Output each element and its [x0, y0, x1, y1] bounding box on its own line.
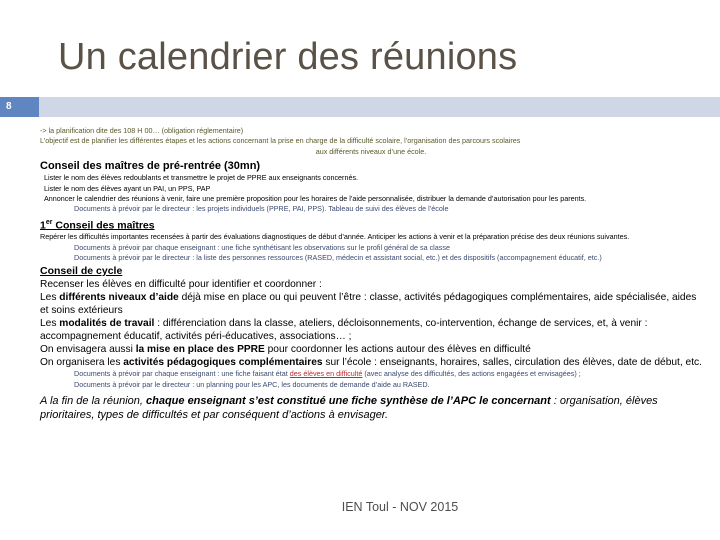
- text-fragment: : différenciation dans la classe, ateliers, décloisonnements, co-intervention, échange de services, et, à venir : accompagnement éducatif, activités péri-éducatives, associations… ;: [40, 317, 648, 342]
- conseil-cycle-documents-2: Documents à prévoir par le directeur : un planning pour les APC, les documents de demande d’aide au RASED.: [74, 379, 430, 389]
- conseil-cycle-line-5: [40, 356, 702, 369]
- conseil-cycle-line-3: [40, 317, 702, 343]
- conseil-cycle-heading: Conseil de cycle: [40, 264, 123, 277]
- slide-number: 8: [0, 97, 39, 117]
- premier-conseil-heading: [40, 216, 702, 233]
- pre-rentree-heading: Conseil des maîtres de pré-rentrée (30mn): [40, 160, 261, 173]
- premier-conseil-text: Repérer les difficultés importantes recensées à partir des évaluations diagnostiques de début d’année. Anticiper les actions à venir et la préparation précise des deux réunions suivantes.: [40, 232, 630, 242]
- premier-conseil-heading-text: Conseil des maîtres: [52, 219, 155, 232]
- bold-fragment: modalités de travail: [59, 317, 155, 329]
- intro-line-2: L’objectif est de planifier les différentes étapes et les actions concernant la prise en charge de la difficulté scolaire, l’organisation des parcours scolaires: [40, 136, 521, 146]
- pre-rentree-documents: Documents à prévoir par le directeur : les projets individuels (PPRE, PAI, PPS). Tableau de suivi des élèves de l’école: [74, 204, 449, 214]
- bold-fragment: chaque enseignant s’est constitué une fiche synthèse de l’APC le concernant: [146, 395, 551, 408]
- premier-conseil-documents-2: Documents à prévoir par le directeur : la liste des personnes ressources (RASED, médecin et assistant social, etc.) et des dispositifs (accompagnement éducatif, etc.): [74, 253, 602, 263]
- footer-text: IEN Toul - NOV 2015: [341, 500, 459, 514]
- text-fragment: pour coordonner les actions autour des élèves en difficulté: [264, 344, 531, 356]
- text-fragment: On envisagera aussi: [40, 344, 136, 356]
- pre-rentree-item-3: Annoncer le calendrier des réunions à venir, faire une première proposition pour les horaires de l’aide personnalisée, distribuer la demande d’autorisation pour les parents.: [44, 194, 587, 204]
- premier-conseil-heading-sup: er: [45, 218, 53, 226]
- text-fragment: On organisera les: [40, 357, 124, 369]
- text-fragment: Les: [40, 291, 60, 303]
- intro-line-1: -> la planification dite des 108 H 00… (obligation réglementaire): [40, 126, 244, 135]
- text-fragment: déjà mise en place ou qui peuvent l’être : classe, activités pédagogiques complémentaires, aide spécialisée, aides et soins extérieurs: [40, 291, 697, 316]
- bold-fragment: différents niveaux d’aide: [59, 291, 179, 303]
- closing-paragraph: [40, 394, 702, 422]
- text-fragment: A la fin de la réunion,: [40, 395, 146, 408]
- conseil-cycle-line-4: [40, 343, 702, 356]
- conseil-cycle-line-2: [40, 291, 702, 317]
- text-fragment: (avec analyse des difficultés, des actions engagées et envisagées) ;: [362, 369, 581, 379]
- highlight-fragment: des élèves en difficulté: [289, 369, 363, 379]
- conseil-cycle-documents-1: [40, 369, 702, 379]
- premier-conseil-documents-1: Documents à prévoir par chaque enseignant : une fiche synthétisant les observations sur le profil général de sa classe: [74, 242, 450, 252]
- text-fragment: : organisation, élèves prioritaires, types de difficultés et par conséquent d’actions à envisager.: [40, 395, 658, 422]
- text-fragment: Les: [40, 317, 60, 329]
- intro-line-3: aux différents niveaux d’une école.: [315, 146, 427, 156]
- text-fragment: Documents à prévoir par chaque enseignant : une fiche faisant état: [74, 369, 290, 379]
- slide-title: Un calendrier des réunions: [58, 36, 518, 78]
- slide-content: [40, 126, 702, 422]
- text-fragment: sur l’école : enseignants, horaires, salles, circulation des élèves, date de début, etc.: [322, 357, 702, 369]
- pre-rentree-item-1: Lister le nom des élèves redoublants et transmettre le projet de PPRE aux enseignants concernés.: [44, 173, 359, 183]
- bold-fragment: la mise en place des PPRE: [135, 344, 265, 356]
- bold-fragment: activités pédagogiques complémentaires: [123, 357, 323, 369]
- pre-rentree-item-2: Lister le nom des élèves ayant un PAI, un PPS, PAP: [44, 183, 211, 193]
- premier-conseil-heading-number: 1: [40, 219, 46, 232]
- conseil-cycle-line-1: Recenser les élèves en difficulté pour identifier et coordonner :: [40, 278, 322, 290]
- header-bar: [0, 97, 720, 117]
